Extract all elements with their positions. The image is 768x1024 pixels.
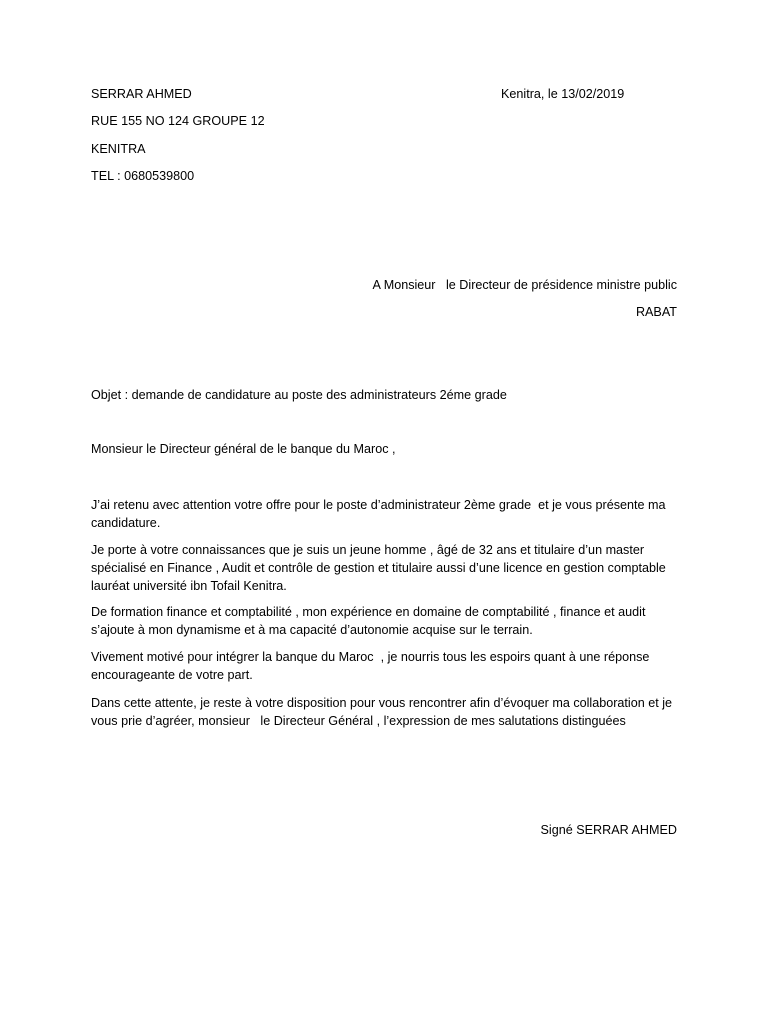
paragraph-2-text: Je porte à votre connaissances que je suis un jeune homme , âgé de 32 ans et titulaire d’un master spécialisé en Finance , Audit et contrôle de gestion et titulaire aussi d’une licence en gestion comptable lauréat université ibn Tofail Kenitra.: [91, 543, 666, 593]
sender-city: KENITRA: [91, 142, 146, 156]
sender-phone: TEL : 0680539800: [91, 169, 195, 183]
paragraph-4: [91, 648, 687, 684]
paragraph-3: [91, 603, 687, 639]
paragraph-1-text: J’ai retenu avec attention votre offre pour le poste d’administrateur 2ème grade et je vous présente ma candidature.: [91, 498, 670, 530]
paragraph-1: [91, 496, 687, 532]
signature: Signé SERRAR AHMED: [540, 823, 677, 837]
paragraph-5: [91, 694, 687, 730]
paragraph-2: [91, 541, 687, 595]
recipient-line-1: A Monsieur le Directeur de présidence ministre public: [372, 278, 677, 292]
paragraph-5-text: Dans cette attente, je reste à votre disposition pour vous rencontrer afin d’évoquer ma collaboration et je vous prie d’agréer, monsieur le Directeur Général , l’expression de mes salutations distinguées: [91, 696, 676, 728]
date-line: Kenitra, le 13/02/2019: [501, 87, 625, 101]
paragraph-3-text: De formation finance et comptabilité , mon expérience en domaine de comptabilité , finance et audit s’ajoute à mon dynamisme et à ma capacité d’autonomie acquise sur le terrain.: [91, 605, 646, 637]
paragraph-4-text: Vivement motivé pour intégrer la banque du Maroc , je nourris tous les espoirs quant à une réponse encourageante de votre part.: [91, 650, 653, 682]
salutation: Monsieur le Directeur général de le banque du Maroc ,: [91, 442, 396, 456]
recipient-line-2: RABAT: [635, 305, 677, 319]
sender-name: SERRAR AHMED: [91, 87, 192, 101]
subject-line: Objet : demande de candidature au poste des administrateurs 2éme grade: [91, 388, 507, 402]
sender-street: RUE 155 NO 124 GROUPE 12: [91, 114, 265, 128]
